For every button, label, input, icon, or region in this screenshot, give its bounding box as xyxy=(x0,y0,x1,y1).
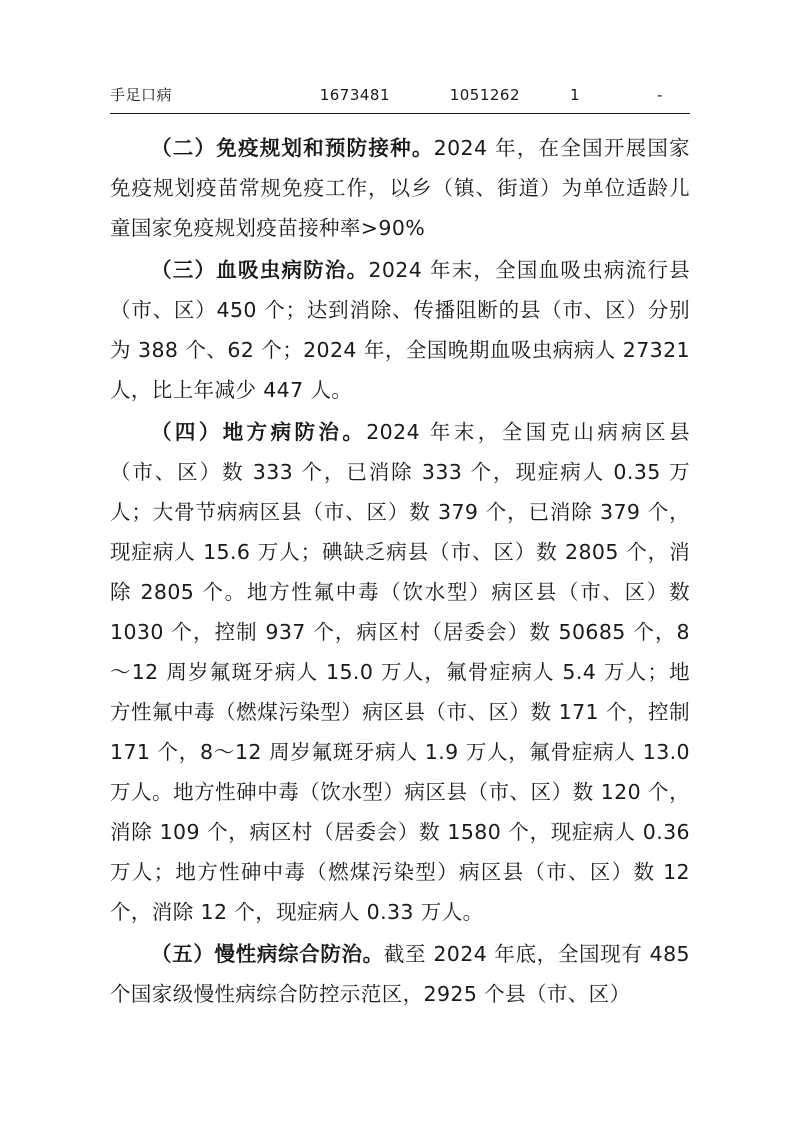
paragraph-schistosomiasis xyxy=(110,250,690,410)
paragraph-lead: （四）地方病防治。 xyxy=(151,420,367,444)
paragraph-body: 2024 年末，全国克山病病区县（市、区）数 333 个，已消除 333 个，现症病人 0.35 万人；大骨节病病区县（市、区）数 379 个，已消除 379 个，现症病人 15.6 万人；碘缺乏病县（市、区）数 2805 个，消除 2805 个。地方性氟中毒（饮水型）病区县（市、区）数 1030 个，控制 937 个，病区村（居委会）数 50685 个，8～12 周岁氟斑牙病人 15.0 万人，氟骨症病人 5.4 万人；地方性氟中毒（燃煤污染型）病区县（市、区）数 171 个，控制 171 个，8～12 周岁氟斑牙病人 1.9 万人，氟骨症病人 13.0 万人。地方性砷中毒（饮水型）病区县（市、区）数 120 个，消除 109 个，病区村（居委会）数 1580 个，现症病人 0.36 万人；地方性砷中毒（燃煤污染型）病区县（市、区）数 12 个，消除 12 个，现症病人 0.33 万人。 xyxy=(110,420,690,924)
paragraph-body: 2024 年末，全国血吸虫病流行县（市、区）450 个；达到消除、传播阻断的县（市、区）分别为 388 个、62 个；2024 年，全国晚期血吸虫病病人 27321 人，比上年减少 447 人。 xyxy=(110,258,690,402)
paragraph-lead: （二）免疫规划和预防接种。 xyxy=(151,136,434,160)
table-cell-mortality: - xyxy=(657,86,663,104)
table-cell-disease: 手足口病 xyxy=(110,86,173,104)
paragraph-body: 2024 年，在全国开展国家免疫规划疫苗常规免疫工作，以乡（镇、街道）为单位适龄儿童国家免疫规划疫苗接种率>90% xyxy=(110,136,690,240)
table-cell-incidence: 1051262 xyxy=(449,86,520,104)
table-cell-cases: 1673481 xyxy=(319,86,390,104)
page-content xyxy=(110,84,690,1014)
paragraph-chronic-disease xyxy=(110,934,690,1014)
table-cell-deaths: 1 xyxy=(569,86,581,104)
horizontal-rule xyxy=(110,113,690,114)
paragraph-immunization xyxy=(110,128,690,248)
paragraph-lead: （五）慢性病综合防治。 xyxy=(151,942,384,966)
paragraph-lead: （三）血吸虫病防治。 xyxy=(151,258,369,282)
paragraph-body: 截至 2024 年底，全国现有 485 个国家级慢性病综合防控示范区，2925 个县（市、区） xyxy=(110,942,690,1006)
table-row xyxy=(110,84,690,111)
paragraph-endemic-disease xyxy=(110,412,690,932)
